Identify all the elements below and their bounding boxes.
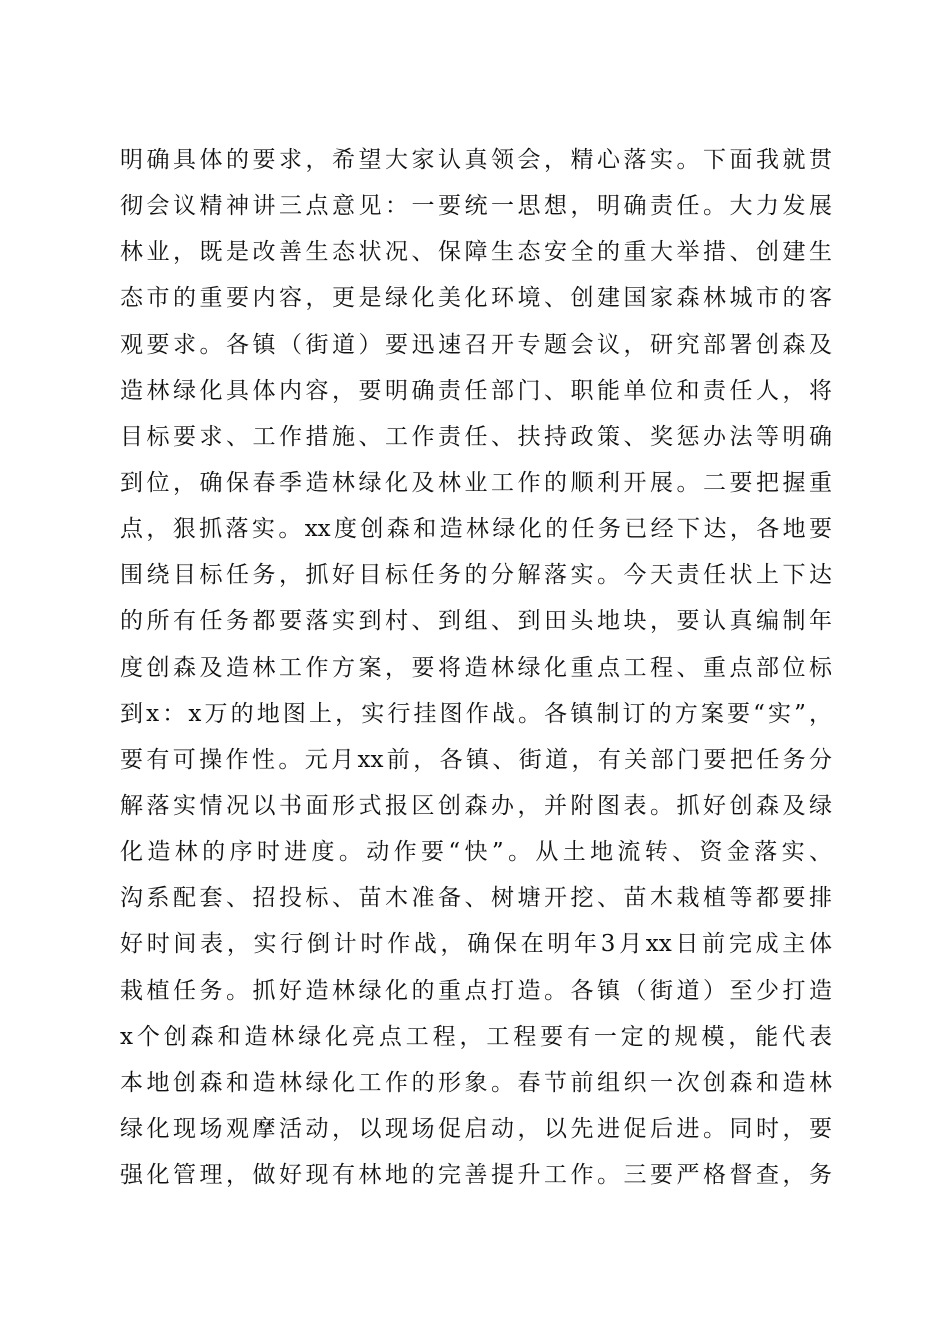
text-line-23: 强化管理，做好现有林地的完善提升工作。三要严格督查，务 (120, 1162, 832, 1189)
text-line-10: 围绕目标任务，抓好目标任务的分解落实。今天责任状上下达 (120, 562, 832, 589)
text-line-9: 点，狠抓落实。xx度创森和造林绿化的任务已经下达，各地要 (120, 516, 832, 543)
text-line-19: 栽植任务。抓好造林绿化的重点打造。各镇（街道）至少打造 (120, 977, 832, 1004)
text-line-17: 沟系配套、招投标、苗木准备、树塘开挖、苗木栽植等都要排 (120, 885, 832, 912)
text-line-20: x个创森和造林绿化亮点工程，工程要有一定的规模，能代表 (120, 1023, 832, 1050)
text-line-4: 态市的重要内容，更是绿化美化环境、创建国家森林城市的客 (120, 285, 832, 312)
text-line-8: 到位，确保春季造林绿化及林业工作的顺利开展。二要把握重 (120, 469, 832, 496)
text-line-6: 造林绿化具体内容，要明确责任部门、职能单位和责任人，将 (120, 377, 832, 404)
text-line-3: 林业，既是改善生态状况、保障生态安全的重大举措、创建生 (120, 239, 832, 266)
text-line-12: 度创森及造林工作方案，要将造林绿化重点工程、重点部位标 (120, 654, 832, 681)
text-line-1: 明确具体的要求，希望大家认真领会，精心落实。下面我就贯 (120, 147, 832, 173)
text-line-22: 绿化现场观摩活动，以现场促启动，以先进促后进。同时，要 (120, 1115, 832, 1142)
text-line-15: 解落实情况以书面形式报区创森办，并附图表。抓好创森及绿 (120, 792, 832, 819)
text-line-11: 的所有任务都要落实到村、到组、到田头地块，要认真编制年 (120, 608, 832, 635)
text-line-21: 本地创森和造林绿化工作的形象。春节前组织一次创森和造林 (120, 1069, 832, 1096)
body-paragraph (120, 137, 832, 1198)
text-line-2: 彻会议精神讲三点意见：一要统一思想，明确责任。大力发展 (120, 193, 832, 220)
text-line-7: 目标要求、工作措施、工作责任、扶持政策、奖惩办法等明确 (120, 423, 832, 450)
text-line-5: 观要求。各镇（街道）要迅速召开专题会议，研究部署创森及 (120, 331, 832, 358)
text-line-13: 到x：x万的地图上，实行挂图作战。各镇制订的方案要“实”， (120, 700, 832, 727)
text-line-16: 化造林的序时进度。动作要“快”。从土地流转、资金落实、 (120, 839, 832, 866)
text-line-18: 好时间表，实行倒计时作战，确保在明年3月xx日前完成主体 (120, 931, 832, 958)
text-line-14: 要有可操作性。元月xx前，各镇、街道，有关部门要把任务分 (120, 746, 832, 773)
